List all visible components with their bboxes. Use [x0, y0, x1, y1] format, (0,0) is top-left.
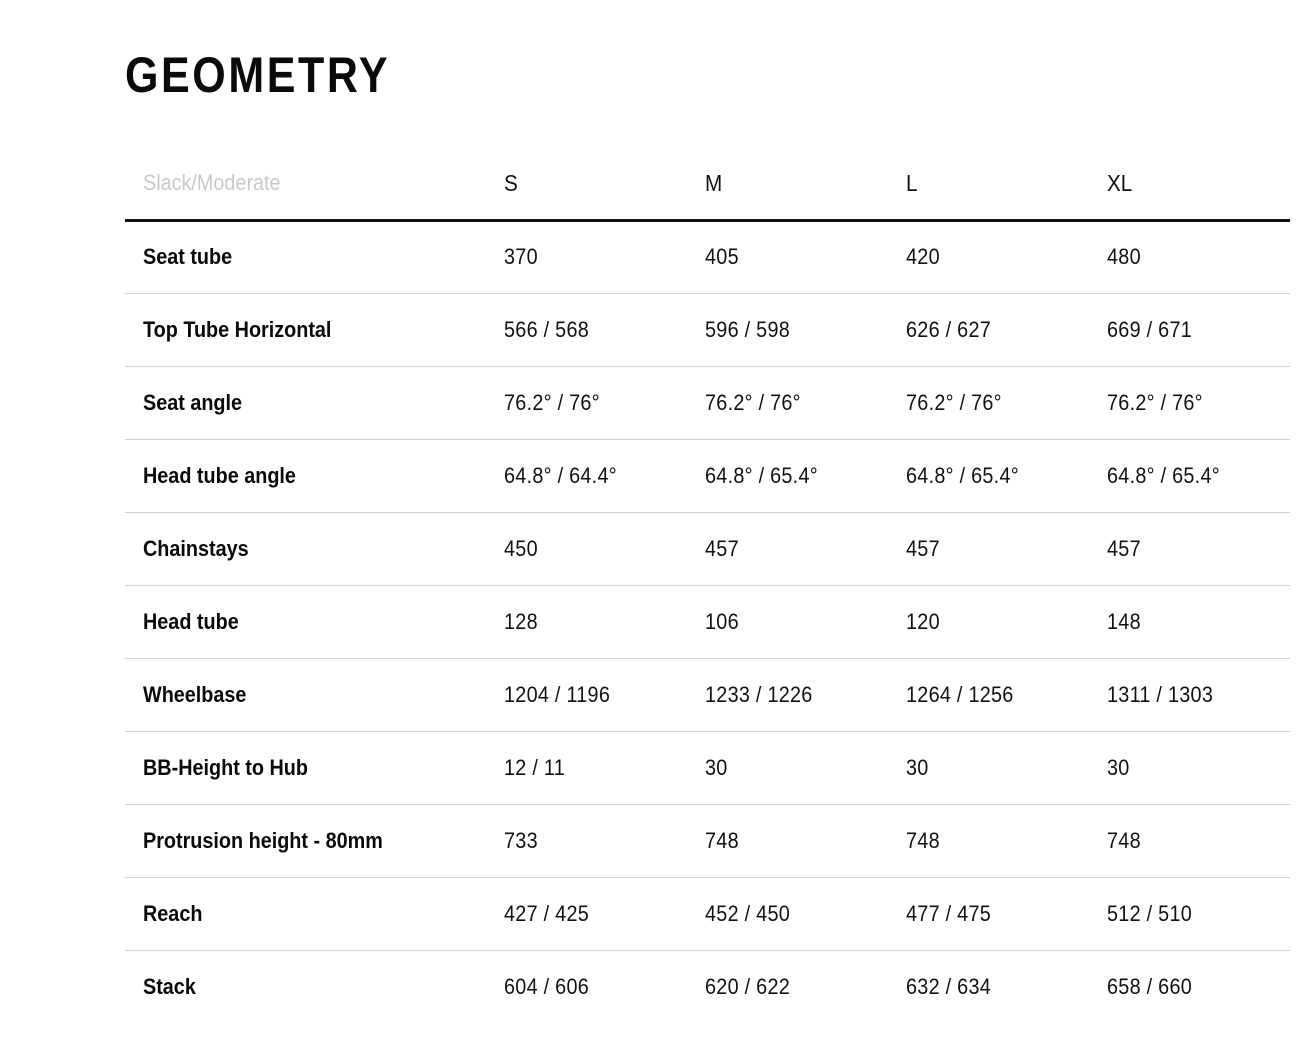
table-row — [125, 366, 1290, 439]
cell-value: 604 / 606 — [504, 973, 590, 999]
table-row — [125, 877, 1290, 950]
table-row — [125, 585, 1290, 658]
table-body — [125, 220, 1290, 1023]
page-title: GEOMETRY — [125, 47, 391, 103]
table-row — [125, 220, 1290, 293]
cell-value: 64.8° / 65.4° — [705, 462, 818, 488]
cell-value: 370 — [504, 244, 538, 269]
cell-value: 748 — [906, 827, 940, 853]
row-label: Chainstays — [143, 535, 249, 561]
cell-value: 512 / 510 — [1107, 900, 1193, 926]
cell-value: 748 — [705, 827, 739, 853]
row-label: Seat angle — [143, 389, 243, 415]
geometry-mode-label: Slack/Moderate — [125, 148, 486, 220]
cell-value: 658 / 660 — [1107, 973, 1193, 999]
table-row — [125, 658, 1290, 731]
cell-value: 632 / 634 — [906, 973, 992, 999]
row-label: Reach — [143, 900, 203, 926]
table-row — [125, 512, 1290, 585]
cell-value: 457 — [705, 535, 739, 561]
table-row — [125, 731, 1290, 804]
cell-value: 596 / 598 — [705, 316, 791, 342]
cell-value: 30 — [705, 754, 728, 780]
cell-value: 64.8° / 65.4° — [906, 462, 1019, 488]
cell-value: 477 / 475 — [906, 900, 992, 926]
row-label: Top Tube Horizontal — [143, 316, 332, 342]
cell-value: 669 / 671 — [1107, 316, 1193, 342]
row-label: BB-Height to Hub — [143, 754, 308, 780]
row-label: Head tube angle — [143, 462, 296, 488]
cell-value: 12 / 11 — [504, 754, 565, 780]
row-label: Protrusion height - 80mm — [143, 827, 383, 853]
cell-value: 76.2° / 76° — [1107, 389, 1203, 415]
header-row — [125, 148, 1290, 220]
cell-value: 64.8° / 65.4° — [1107, 462, 1220, 488]
cell-value: 76.2° / 76° — [504, 389, 600, 415]
cell-value: 427 / 425 — [504, 900, 590, 926]
cell-value: 457 — [1107, 535, 1141, 561]
cell-value: 452 / 450 — [705, 900, 791, 926]
table-row — [125, 293, 1290, 366]
cell-value: 30 — [906, 754, 929, 780]
size-header-xl: XL — [1089, 148, 1290, 220]
cell-value: 405 — [705, 244, 739, 269]
size-header-l: L — [888, 148, 1089, 220]
size-header-s: S — [486, 148, 687, 220]
cell-value: 457 — [906, 535, 940, 561]
size-header-m: M — [687, 148, 888, 220]
cell-value: 1311 / 1303 — [1107, 681, 1214, 707]
cell-value: 76.2° / 76° — [705, 389, 801, 415]
cell-value: 733 — [504, 827, 538, 853]
cell-value: 1204 / 1196 — [504, 681, 611, 707]
cell-value: 120 — [906, 608, 940, 634]
cell-value: 30 — [1107, 754, 1130, 780]
cell-value: 748 — [1107, 827, 1141, 853]
cell-value: 620 / 622 — [705, 973, 791, 999]
row-label: Stack — [143, 973, 196, 999]
row-label: Wheelbase — [143, 681, 247, 707]
cell-value: 106 — [705, 608, 739, 634]
cell-value: 450 — [504, 535, 538, 561]
cell-value: 1264 / 1256 — [906, 681, 1014, 707]
table-row — [125, 439, 1290, 512]
cell-value: 128 — [504, 608, 538, 634]
geometry-table — [125, 148, 1290, 1023]
cell-value: 420 — [906, 244, 940, 269]
table-row — [125, 804, 1290, 877]
cell-value: 76.2° / 76° — [906, 389, 1002, 415]
cell-value: 480 — [1107, 244, 1141, 269]
table-header — [125, 148, 1290, 220]
cell-value: 626 / 627 — [906, 316, 992, 342]
row-label: Seat tube — [143, 244, 233, 269]
row-label: Head tube — [143, 608, 239, 634]
cell-value: 64.8° / 64.4° — [504, 462, 617, 488]
cell-value: 148 — [1107, 608, 1141, 634]
table-row — [125, 950, 1290, 1023]
cell-value: 1233 / 1226 — [705, 681, 813, 707]
cell-value: 566 / 568 — [504, 316, 590, 342]
